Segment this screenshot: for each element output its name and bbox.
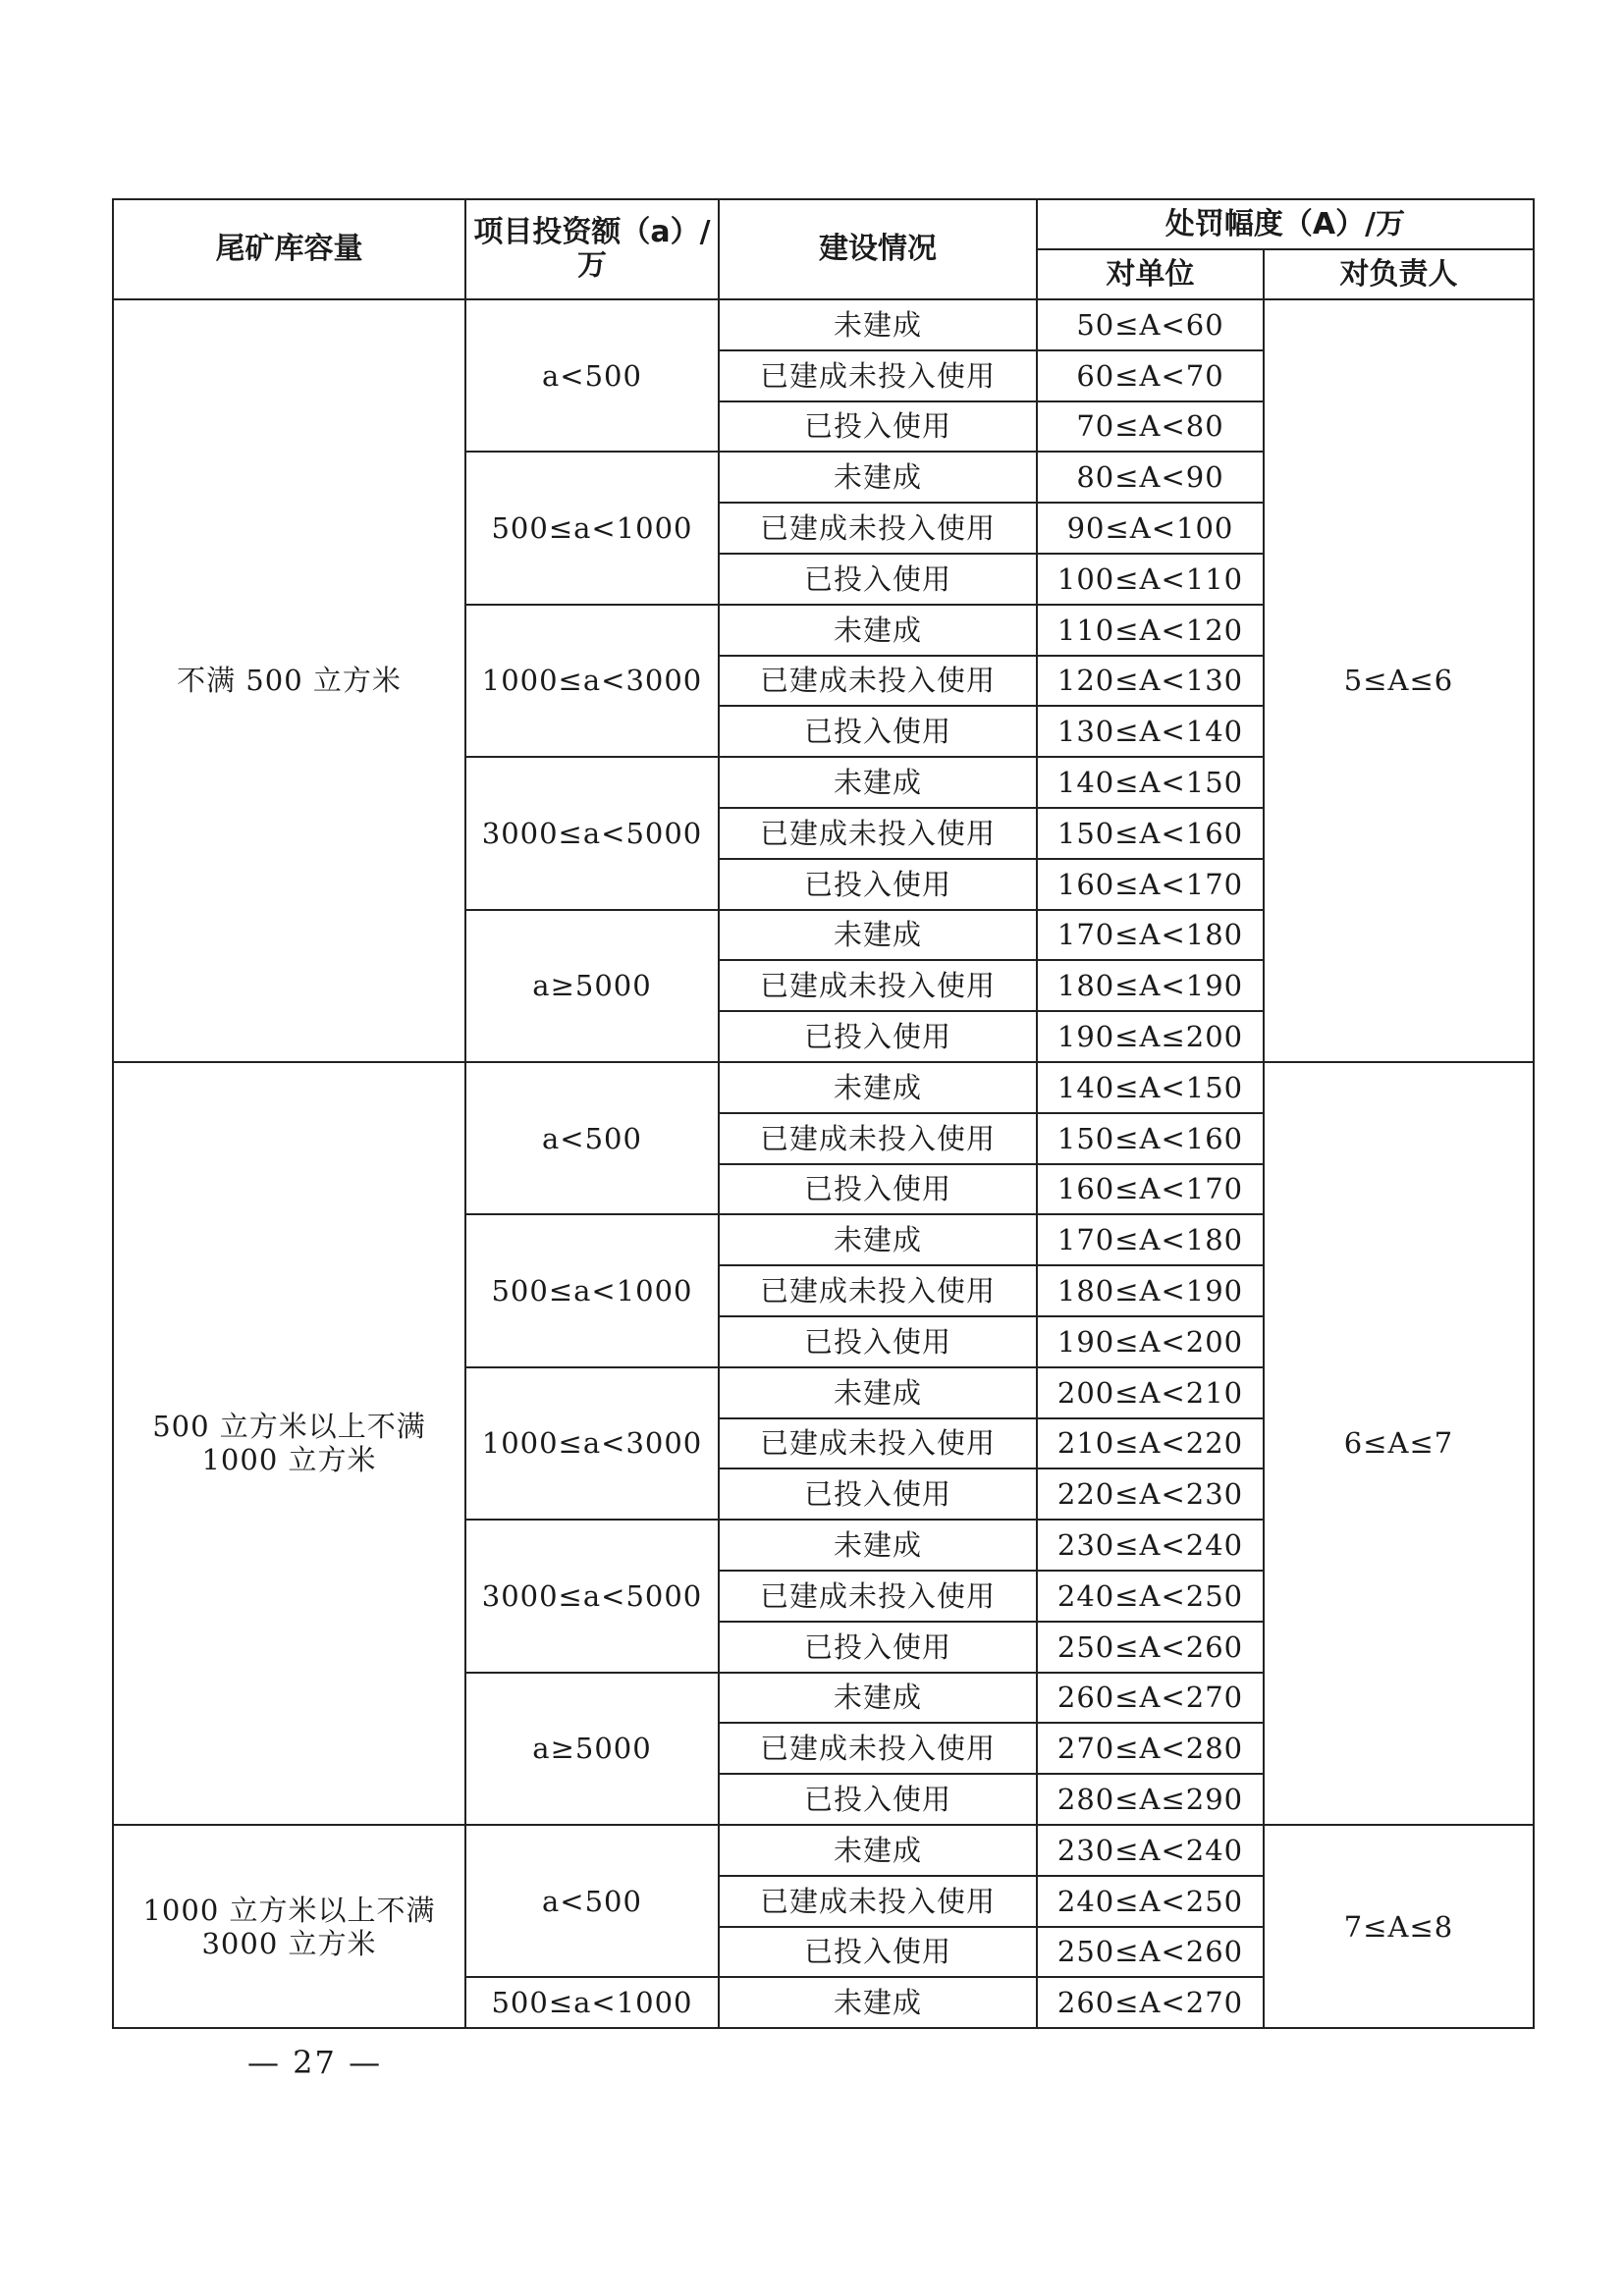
construction-status-cell: 已建成未投入使用 (719, 656, 1037, 707)
construction-status-cell: 未建成 (719, 1062, 1037, 1113)
construction-status-cell: 已投入使用 (719, 1316, 1037, 1367)
investment-cell: 500≤a<1000 (465, 1977, 719, 2028)
construction-status-cell: 未建成 (719, 605, 1037, 656)
unit-penalty-cell: 230≤A<240 (1037, 1825, 1264, 1876)
table-row (113, 1062, 1534, 1113)
unit-penalty-cell: 140≤A<150 (1037, 1062, 1264, 1113)
table-body (113, 299, 1534, 2028)
unit-penalty-cell: 190≤A≤200 (1037, 1011, 1264, 1062)
investment-cell: 1000≤a<3000 (465, 1367, 719, 1520)
responsible-penalty-cell: 6≤A≤7 (1264, 1062, 1534, 1825)
investment-cell: 3000≤a<5000 (465, 1520, 719, 1672)
unit-penalty-cell: 260≤A<270 (1037, 1673, 1264, 1724)
construction-status-cell: 已建成未投入使用 (719, 1265, 1037, 1316)
unit-penalty-cell: 70≤A<80 (1037, 401, 1264, 453)
construction-status-cell: 已投入使用 (719, 1774, 1037, 1825)
header-penalty: 处罚幅度（A）/万 (1037, 199, 1534, 249)
investment-cell: a≥5000 (465, 910, 719, 1062)
construction-status-cell: 已投入使用 (719, 706, 1037, 757)
unit-penalty-cell: 80≤A<90 (1037, 452, 1264, 503)
construction-status-cell: 已投入使用 (719, 1927, 1037, 1978)
table-header (113, 199, 1534, 299)
unit-penalty-cell: 270≤A<280 (1037, 1723, 1264, 1774)
unit-penalty-cell: 170≤A<180 (1037, 910, 1264, 961)
construction-status-cell: 已投入使用 (719, 859, 1037, 910)
construction-status-cell: 已投入使用 (719, 401, 1037, 453)
penalty-table (112, 198, 1535, 2029)
construction-status-cell: 已投入使用 (719, 1622, 1037, 1673)
table-row (113, 299, 1534, 350)
construction-status-cell: 已建成未投入使用 (719, 1571, 1037, 1622)
header-investment: 项目投资额（a）/万 (465, 199, 719, 299)
unit-penalty-cell: 100≤A<110 (1037, 554, 1264, 605)
investment-cell: a<500 (465, 1062, 719, 1214)
unit-penalty-cell: 210≤A<220 (1037, 1418, 1264, 1469)
investment-cell: a<500 (465, 299, 719, 452)
page-number: — 27 — (247, 2044, 383, 2081)
header-capacity: 尾矿库容量 (113, 199, 465, 299)
unit-penalty-cell: 240≤A<250 (1037, 1571, 1264, 1622)
construction-status-cell: 未建成 (719, 1825, 1037, 1876)
unit-penalty-cell: 130≤A<140 (1037, 706, 1264, 757)
construction-status-cell: 已建成未投入使用 (719, 808, 1037, 859)
unit-penalty-cell: 160≤A<170 (1037, 859, 1264, 910)
unit-penalty-cell: 110≤A<120 (1037, 605, 1264, 656)
construction-status-cell: 已投入使用 (719, 554, 1037, 605)
unit-penalty-cell: 140≤A<150 (1037, 757, 1264, 808)
responsible-penalty-cell: 5≤A≤6 (1264, 299, 1534, 1062)
construction-status-cell: 已建成未投入使用 (719, 1113, 1037, 1164)
unit-penalty-cell: 150≤A<160 (1037, 808, 1264, 859)
construction-status-cell: 未建成 (719, 910, 1037, 961)
unit-penalty-cell: 50≤A<60 (1037, 299, 1264, 350)
header-unit: 对单位 (1037, 249, 1264, 299)
construction-status-cell: 未建成 (719, 1520, 1037, 1571)
unit-penalty-cell: 200≤A<210 (1037, 1367, 1264, 1418)
unit-penalty-cell: 220≤A<230 (1037, 1468, 1264, 1520)
header-responsible: 对负责人 (1264, 249, 1534, 299)
unit-penalty-cell: 280≤A≤290 (1037, 1774, 1264, 1825)
responsible-penalty-cell: 7≤A≤8 (1264, 1825, 1534, 2028)
unit-penalty-cell: 150≤A<160 (1037, 1113, 1264, 1164)
unit-penalty-cell: 180≤A<190 (1037, 960, 1264, 1011)
capacity-cell: 500 立方米以上不满 1000 立方米 (113, 1062, 465, 1825)
unit-penalty-cell: 250≤A<260 (1037, 1927, 1264, 1978)
investment-cell: 3000≤a<5000 (465, 757, 719, 909)
construction-status-cell: 已建成未投入使用 (719, 1723, 1037, 1774)
construction-status-cell: 已投入使用 (719, 1011, 1037, 1062)
construction-status-cell: 未建成 (719, 1673, 1037, 1724)
investment-cell: 1000≤a<3000 (465, 605, 719, 757)
unit-penalty-cell: 250≤A<260 (1037, 1622, 1264, 1673)
investment-cell: 500≤a<1000 (465, 452, 719, 604)
construction-status-cell: 未建成 (719, 299, 1037, 350)
unit-penalty-cell: 90≤A<100 (1037, 503, 1264, 554)
construction-status-cell: 已建成未投入使用 (719, 503, 1037, 554)
unit-penalty-cell: 190≤A<200 (1037, 1316, 1264, 1367)
header-construction: 建设情况 (719, 199, 1037, 299)
construction-status-cell: 已投入使用 (719, 1164, 1037, 1215)
investment-cell: 500≤a<1000 (465, 1214, 719, 1366)
construction-status-cell: 未建成 (719, 452, 1037, 503)
construction-status-cell: 已建成未投入使用 (719, 350, 1037, 401)
unit-penalty-cell: 120≤A<130 (1037, 656, 1264, 707)
construction-status-cell: 已建成未投入使用 (719, 1876, 1037, 1927)
construction-status-cell: 未建成 (719, 1214, 1037, 1265)
unit-penalty-cell: 170≤A<180 (1037, 1214, 1264, 1265)
construction-status-cell: 已投入使用 (719, 1468, 1037, 1520)
construction-status-cell: 未建成 (719, 1977, 1037, 2028)
unit-penalty-cell: 240≤A<250 (1037, 1876, 1264, 1927)
unit-penalty-cell: 60≤A<70 (1037, 350, 1264, 401)
construction-status-cell: 已建成未投入使用 (719, 960, 1037, 1011)
capacity-cell: 1000 立方米以上不满 3000 立方米 (113, 1825, 465, 2028)
construction-status-cell: 未建成 (719, 1367, 1037, 1418)
investment-cell: a<500 (465, 1825, 719, 1977)
unit-penalty-cell: 230≤A<240 (1037, 1520, 1264, 1571)
table-row (113, 1825, 1534, 1876)
construction-status-cell: 已建成未投入使用 (719, 1418, 1037, 1469)
unit-penalty-cell: 180≤A<190 (1037, 1265, 1264, 1316)
investment-cell: a≥5000 (465, 1673, 719, 1825)
unit-penalty-cell: 260≤A<270 (1037, 1977, 1264, 2028)
capacity-cell: 不满 500 立方米 (113, 299, 465, 1062)
construction-status-cell: 未建成 (719, 757, 1037, 808)
unit-penalty-cell: 160≤A<170 (1037, 1164, 1264, 1215)
